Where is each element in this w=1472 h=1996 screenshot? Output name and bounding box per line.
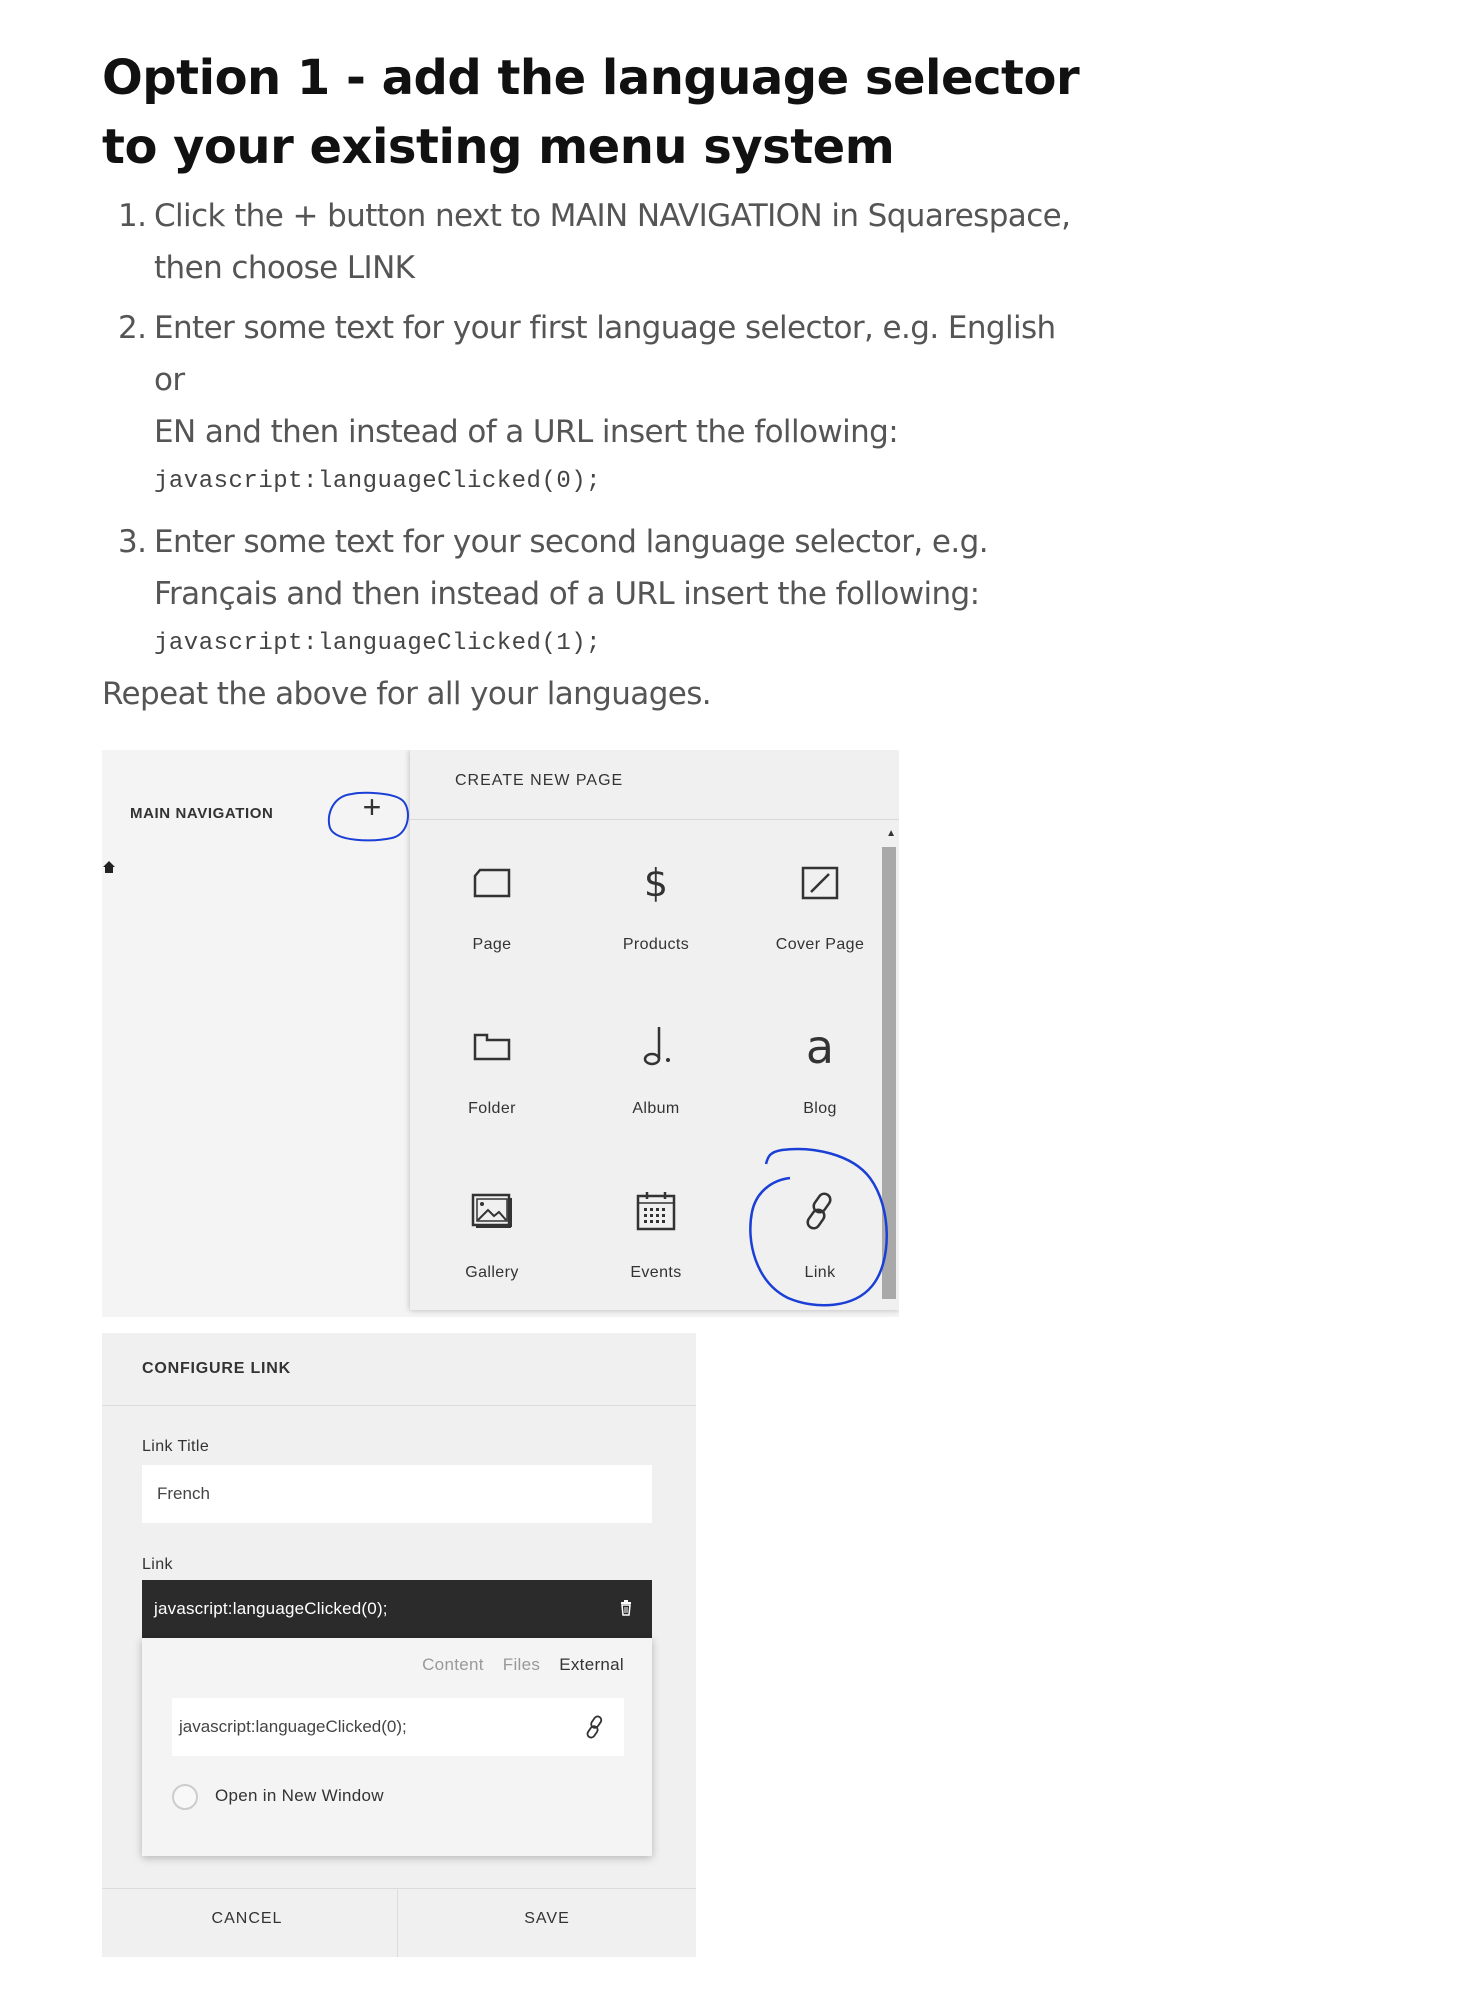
home-icon	[102, 860, 116, 879]
page-heading: Option 1 - add the language selector to your existing menu system	[102, 50, 1080, 175]
configure-link-screenshot	[102, 1333, 696, 1957]
tab-content[interactable]: Content	[422, 1655, 484, 1674]
step-text-line1: Click the + button next to MAIN NAVIGATION in Squarespace,	[154, 198, 1071, 234]
step-item	[120, 190, 1080, 294]
link-popover	[142, 1638, 652, 1856]
step-text-line2: Français and then instead of a URL insert the following:	[154, 576, 980, 612]
tile-label: Album	[632, 1100, 680, 1117]
configure-link-title: CONFIGURE LINK	[142, 1360, 291, 1377]
tile-products[interactable]	[574, 818, 738, 968]
scrollbar-thumb[interactable]	[882, 847, 896, 1299]
cover-page-icon	[738, 858, 899, 908]
step-text-line2: then choose LINK	[154, 250, 415, 286]
panel-title: CREATE NEW PAGE	[455, 772, 624, 789]
tile-label: Link	[804, 1264, 836, 1281]
link-icon	[584, 1714, 606, 1745]
url-value: javascript:languageClicked(0);	[179, 1717, 407, 1736]
gallery-icon	[410, 1186, 574, 1236]
link-value-bar[interactable]	[142, 1580, 652, 1638]
link-label: Link	[142, 1556, 173, 1573]
step-item	[120, 302, 1080, 502]
trash-icon[interactable]	[620, 1600, 632, 1621]
repeat-note: Repeat the above for all your languages.	[102, 676, 712, 712]
link-icon	[738, 1186, 899, 1236]
create-new-page-panel	[410, 750, 899, 1310]
calendar-icon	[574, 1186, 738, 1236]
link-title-label: Link Title	[142, 1438, 210, 1455]
tile-label: Blog	[803, 1100, 837, 1117]
tab-external[interactable]: External	[559, 1655, 624, 1674]
link-title-input[interactable]	[142, 1465, 652, 1523]
code-snippet: javascript:languageClicked(0);	[154, 468, 602, 495]
tile-page[interactable]	[410, 818, 574, 968]
music-note-icon	[574, 1022, 738, 1072]
step-item	[120, 516, 1080, 664]
page-icon	[410, 858, 574, 908]
step-text-line1: Enter some text for your first language selector, e.g. English or	[154, 310, 1056, 398]
tab-files[interactable]: Files	[502, 1655, 541, 1674]
tile-cover-page[interactable]	[738, 818, 899, 968]
tile-link[interactable]	[738, 1146, 899, 1296]
tile-blog[interactable]	[738, 982, 899, 1132]
divider	[102, 1405, 696, 1406]
main-navigation-label: MAIN NAVIGATION	[130, 805, 274, 822]
external-url-input[interactable]	[172, 1698, 624, 1756]
step-text-line2: EN and then instead of a URL insert the following:	[154, 414, 899, 450]
link-value: javascript:languageClicked(0);	[154, 1599, 388, 1618]
folder-icon	[410, 1022, 574, 1072]
cancel-button[interactable]: CANCEL	[211, 1910, 283, 1927]
step-number: 3.	[118, 524, 147, 560]
scroll-up-arrow-icon[interactable]: ▲	[886, 828, 896, 839]
tile-label: Gallery	[465, 1264, 519, 1281]
tile-folder[interactable]	[410, 982, 574, 1132]
tile-album[interactable]	[574, 982, 738, 1132]
tile-label: Products	[622, 936, 690, 953]
tile-label: Page	[472, 936, 512, 953]
link-tabs	[408, 1655, 624, 1675]
step-text-line1: Enter some text for your second language selector, e.g.	[154, 524, 988, 560]
code-snippet: javascript:languageClicked(1);	[154, 630, 602, 657]
dollar-icon: $	[643, 861, 669, 905]
steps-list	[120, 190, 1080, 672]
tile-gallery[interactable]	[410, 1146, 574, 1296]
tile-label: Events	[630, 1264, 682, 1281]
save-button[interactable]: SAVE	[524, 1910, 570, 1927]
open-new-window-radio[interactable]	[172, 1784, 198, 1810]
blog-icon: a	[805, 1020, 835, 1074]
add-page-button[interactable]: +	[362, 789, 382, 825]
tile-events[interactable]	[574, 1146, 738, 1296]
open-new-window-label: Open in New Window	[215, 1786, 384, 1805]
tile-label: Cover Page	[775, 936, 865, 953]
step-number: 1.	[118, 198, 147, 234]
tile-label: Folder	[468, 1100, 516, 1117]
step-number: 2.	[118, 310, 147, 346]
create-page-screenshot	[102, 750, 899, 1317]
